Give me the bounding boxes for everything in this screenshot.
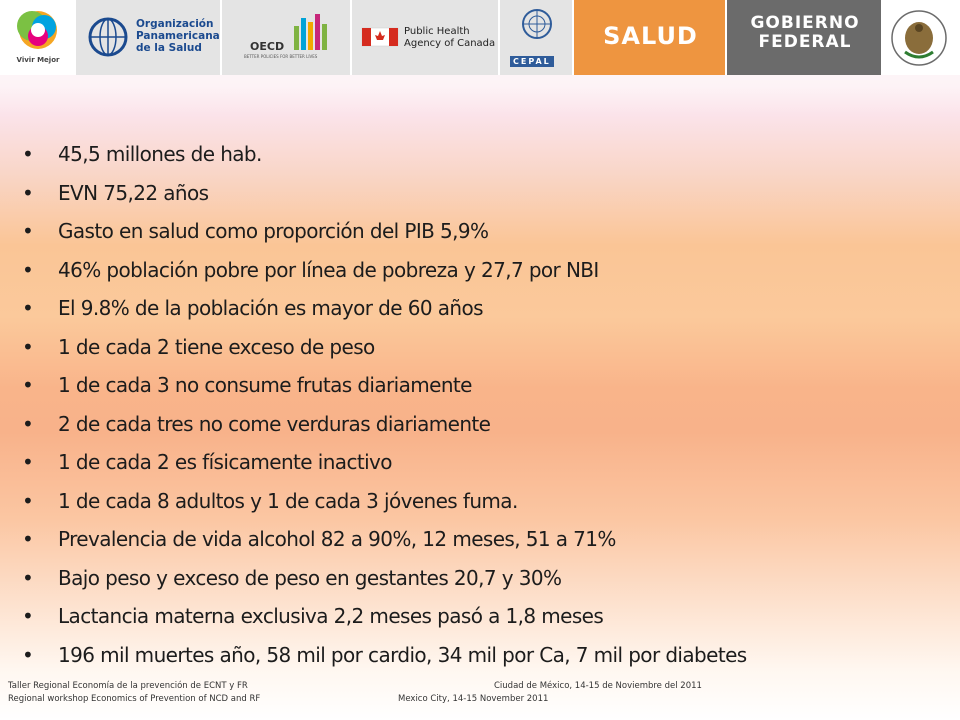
bullet-text: 1 de cada 3 no consume frutas diariamente (58, 373, 472, 397)
list-item: • 2 de cada tres no come verduras diariamente (22, 411, 491, 436)
list-item: • EVN 75,22 años (22, 180, 209, 205)
footer-event-en: Regional workshop Economics of Prevention of NCD and RF (8, 694, 261, 704)
list-item: • Lactancia materna exclusiva 2,2 meses pasó a 1,8 meses (22, 604, 604, 628)
footer-date-en: Mexico City, 14-15 November 2011 (398, 694, 549, 704)
statistics-bullet-list (20, 140, 920, 679)
list-item: • 1 de cada 2 tiene exceso de peso (22, 334, 375, 359)
list-item: • 1 de cada 3 no consume frutas diariamente (22, 373, 472, 397)
bullet-text: EVN 75,22 años (58, 180, 209, 205)
ops-globe-icon (76, 0, 136, 75)
list-item: • Prevalencia de vida alcohol 82 a 90%, 12 meses, 51 a 71% (22, 527, 616, 551)
phac-logo (352, 0, 500, 75)
ops-label: Organización Panamericana de la Salud (136, 18, 220, 54)
list-item: • 1 de cada 8 adultos y 1 de cada 3 jóvenes fuma. (22, 488, 518, 513)
bullet-text: Bajo peso y exceso de peso en gestantes 20,7 y 30% (58, 565, 562, 590)
oecd-tagline: BETTER POLICIES FOR BETTER LIVES (244, 54, 318, 59)
footer-event-es: Taller Regional Economía de la prevención de ECNT y FR (8, 681, 248, 691)
bullet-text: 45,5 millones de hab. (58, 142, 262, 166)
bullet-text: 1 de cada 2 es físicamente inactivo (58, 450, 392, 474)
oecd-bars-icon (222, 12, 352, 52)
gobierno-federal-logo (727, 0, 883, 75)
bullet-text: Prevalencia de vida alcohol 82 a 90%, 12 meses, 51 a 71% (58, 527, 616, 551)
bullet-text: 2 de cada tres no come verduras diariamente (58, 411, 491, 436)
mexico-coat-of-arms-logo (883, 0, 960, 75)
un-emblem-icon (500, 0, 574, 56)
list-item: • Gasto en salud como proporción del PIB 5,9% (22, 219, 489, 243)
ops-logo (76, 0, 222, 75)
list-item: • 1 de cada 2 es físicamente inactivo (22, 450, 392, 474)
logo-strip (0, 0, 960, 75)
bullet-text: Lactancia materna exclusiva 2,2 meses pasó a 1,8 meses (58, 604, 604, 628)
cepal-label: CEPAL (510, 56, 554, 67)
slide-footer (8, 680, 948, 706)
vivir-mejor-flower-icon (0, 0, 76, 56)
list-item: • El 9.8% de la población es mayor de 60 años (22, 296, 483, 320)
oecd-label: OECD (250, 40, 285, 53)
list-item: • 196 mil muertes año, 58 mil por cardio, 34 mil por Ca, 7 mil por diabetes (22, 642, 747, 667)
canada-flag-icon (352, 0, 402, 75)
salud-logo (574, 0, 727, 75)
oecd-logo (222, 0, 352, 75)
phac-label: Public Health Agency of Canada (404, 26, 496, 49)
bullet-text: Gasto en salud como proporción del PIB 5,9% (58, 219, 489, 243)
gobierno-federal-label: GOBIERNO FEDERAL (750, 13, 860, 52)
mexico-eagle-icon (883, 0, 953, 75)
vivir-mejor-label: Vivir Mejor (16, 56, 60, 64)
bullet-text: 1 de cada 2 tiene exceso de peso (58, 334, 375, 359)
list-item: • 45,5 millones de hab. (22, 142, 262, 166)
bullet-text: El 9.8% de la población es mayor de 60 años (58, 296, 483, 320)
bullet-text: 1 de cada 8 adultos y 1 de cada 3 jóvenes fuma. (58, 488, 518, 513)
vivir-mejor-logo (0, 0, 76, 75)
salud-label: SALUD (603, 22, 698, 50)
list-item: • Bajo peso y exceso de peso en gestantes 20,7 y 30% (22, 565, 562, 590)
bullet-text: 46% población pobre por línea de pobreza y 27,7 por NBI (58, 257, 599, 282)
cepal-logo (500, 0, 574, 75)
footer-date-es: Ciudad de México, 14-15 de Noviembre del 2011 (494, 681, 702, 691)
list-item: • 46% población pobre por línea de pobreza y 27,7 por NBI (22, 257, 599, 282)
bullet-text: 196 mil muertes año, 58 mil por cardio, 34 mil por Ca, 7 mil por diabetes (58, 642, 747, 667)
